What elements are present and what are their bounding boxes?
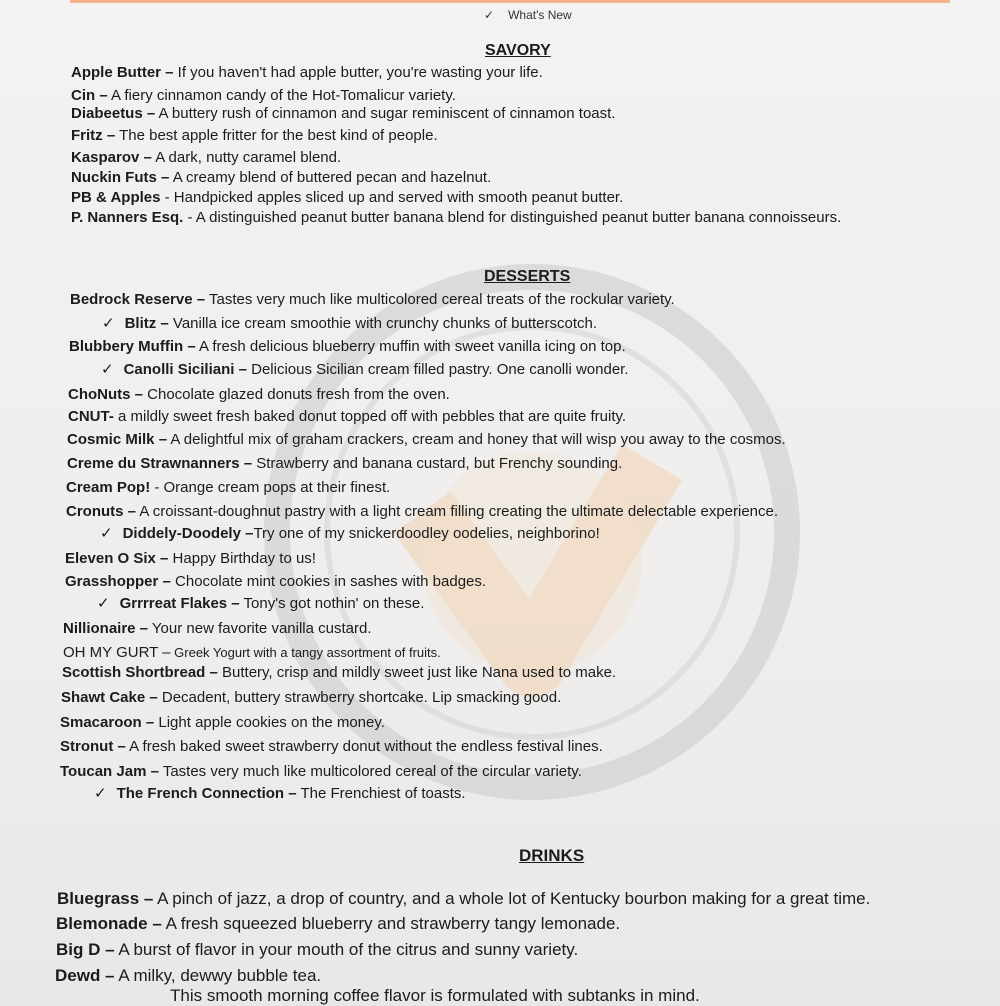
- menu-item: Eleven O Six – Happy Birthday to us!: [65, 550, 316, 567]
- menu-item: Cream Pop! - Orange cream pops at their finest.: [66, 479, 391, 496]
- menu-item: ✓ Grrrreat Flakes – Tony's got nothin' on these.: [97, 595, 425, 612]
- check-icon: ✓: [97, 595, 110, 612]
- menu-item: Blemonade – A fresh squeezed blueberry and strawberry tangy lemonade.: [56, 914, 621, 933]
- menu-item: Smacaroon – Light apple cookies on the money.: [60, 714, 385, 731]
- check-icon: ✓: [101, 361, 114, 378]
- menu-item: Cosmic Milk – A delightful mix of graham crackers, cream and honey that will wisp you away to the cosmos.: [67, 431, 786, 448]
- menu-item: Nuckin Futs – A creamy blend of buttered pecan and hazelnut.: [71, 169, 492, 186]
- menu-item: ✓ Blitz – Vanilla ice cream smoothie with crunchy chunks of butterscotch.: [102, 315, 598, 332]
- menu-item: Diabeetus – A buttery rush of cinnamon and sugar reminiscent of cinnamon toast.: [71, 105, 616, 122]
- menu-item: Creme du Strawnanners – Strawberry and banana custard, but Frenchy sounding.: [67, 455, 623, 472]
- menu-item: Bluegrass – A pinch of jazz, a drop of country, and a whole lot of Kentucky bourbon making for a great time.: [57, 889, 871, 908]
- menu-item: ✓ Canolli Siciliani – Delicious Sicilian cream filled pastry. One canolli wonder.: [101, 361, 629, 378]
- drinks-heading: DRINKS: [519, 846, 585, 865]
- menu-item: Grasshopper – Chocolate mint cookies in sashes with badges.: [65, 573, 487, 590]
- menu-item: Scottish Shortbread – Buttery, crisp and mildly sweet just like Nana used to make.: [62, 664, 617, 681]
- menu-item: ChoNuts – Chocolate glazed donuts fresh from the oven.: [68, 386, 450, 403]
- whats-new-label: What's New: [508, 8, 572, 22]
- menu-item: Stronut – A fresh baked sweet strawberry donut without the endless festival lines.: [60, 738, 603, 755]
- menu-item: Dewd – A milky, dewwy bubble tea.: [55, 966, 322, 985]
- check-icon: ✓: [484, 8, 495, 22]
- check-icon: ✓: [102, 315, 115, 332]
- menu-item: Shawt Cake – Decadent, buttery strawberry shortcake. Lip smacking good.: [61, 689, 562, 706]
- menu-item: Blubbery Muffin – A fresh delicious blueberry muffin with sweet vanilla icing on top.: [69, 338, 626, 355]
- menu-item: Nillionaire – Your new favorite vanilla custard.: [63, 620, 372, 637]
- menu-item: P. Nanners Esq. - A distinguished peanut butter banana blend for distinguished peanut butter banana connoisseurs.: [71, 209, 842, 226]
- menu-item: CNUT- a mildly sweet fresh baked donut topped off with pebbles that are quite fruity.: [68, 408, 627, 425]
- menu-item: Cin – A fiery cinnamon candy of the Hot-Tomalicur variety.: [71, 87, 456, 104]
- check-icon: ✓: [94, 785, 107, 802]
- desserts-heading: DESSERTS: [484, 268, 571, 285]
- menu-item: ✓ Diddely-Doodely –Try one of my snickerdoodley oodelies, neighborino!: [100, 525, 600, 542]
- header-banner: [70, 0, 950, 3]
- menu-item: This smooth morning coffee flavor is formulated with subtanks in mind.: [170, 986, 700, 1005]
- menu-item: Bedrock Reserve – Tastes very much like multicolored cereal treats of the rockular variety.: [70, 291, 675, 308]
- menu-item: Apple Butter – If you haven't had apple butter, you're wasting your life.: [71, 64, 543, 81]
- menu-item: Cronuts – A croissant-doughnut pastry with a light cream filling creating the ultimate delectable experience.: [66, 503, 779, 520]
- savory-heading: SAVORY: [485, 42, 551, 59]
- menu-item: PB & Apples - Handpicked apples sliced up and served with smooth peanut butter.: [71, 189, 624, 206]
- whats-new-note: [484, 8, 572, 22]
- menu-item: Kasparov – A dark, nutty caramel blend.: [71, 149, 342, 166]
- menu-item: Big D – A burst of flavor in your mouth of the citrus and sunny variety.: [56, 940, 579, 959]
- menu-item: OH MY GURT – Greek Yogurt with a tangy assortment of fruits.: [63, 644, 441, 661]
- menu-item: Fritz – The best apple fritter for the best kind of people.: [71, 127, 438, 144]
- menu-item: ✓ The French Connection – The Frenchiest of toasts.: [94, 785, 466, 802]
- menu-item: Toucan Jam – Tastes very much like multicolored cereal of the circular variety.: [60, 763, 582, 780]
- check-icon: ✓: [100, 525, 113, 542]
